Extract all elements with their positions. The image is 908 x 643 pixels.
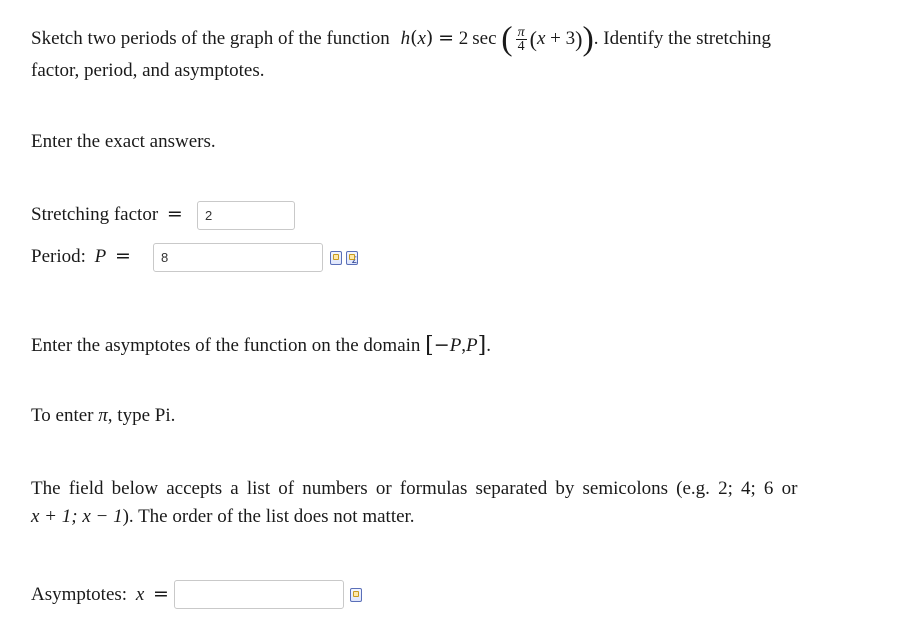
list-hint-line-2 xyxy=(31,506,415,528)
domain-open-bracket: [ xyxy=(425,333,434,358)
preview-icon[interactable] xyxy=(330,251,342,265)
period-label-row xyxy=(31,245,131,268)
fraction-denominator: 4 xyxy=(517,39,525,55)
question-line-1 xyxy=(31,20,772,58)
asymptote-prompt-text: Enter the asymptotes of the function on the domain xyxy=(31,335,421,356)
big-paren-close: ) xyxy=(582,20,594,58)
inner-paren-close: ) xyxy=(575,26,583,52)
exact-instruction: Enter the exact answers. xyxy=(31,131,216,152)
asymptotes-label: Asymptotes: xyxy=(31,584,128,605)
stretching-factor-label: Stretching factor xyxy=(31,204,159,225)
asymptotes-variable: x xyxy=(135,584,145,605)
paren-open: ( xyxy=(410,27,418,49)
pi-hint xyxy=(31,405,175,427)
asymptote-prompt-end: . xyxy=(486,335,491,356)
shift-variable: x xyxy=(536,28,546,49)
fraction-numerator: π xyxy=(517,25,525,41)
list-hint-line-1: The field below accepts a list of numbers or formulas separated by semicolons (e.g. 2; 4; 6 or xyxy=(31,478,798,499)
list-hint-math: x + 1; x − 1 xyxy=(31,506,123,527)
domain-var-2: P xyxy=(466,335,478,356)
asymptote-prompt xyxy=(31,333,491,358)
domain-comma: , xyxy=(461,335,467,356)
pi-hint-post: , type Pi. xyxy=(107,405,176,426)
asymptotes-label-row xyxy=(31,583,169,606)
domain-var-1: P xyxy=(449,335,462,356)
period-label: Period: xyxy=(31,246,86,267)
pi-hint-pre: To enter xyxy=(31,405,94,426)
coefficient: 2 xyxy=(458,28,469,49)
stretching-equals: = xyxy=(166,203,183,225)
asymptotes-equals: = xyxy=(153,583,169,605)
stretching-factor-label-row xyxy=(31,203,183,226)
equals-sign: = xyxy=(438,27,455,49)
pi-symbol: π xyxy=(98,405,108,426)
period-input[interactable]: 8 xyxy=(153,243,323,272)
period-variable: P xyxy=(94,246,107,267)
fraction-pi-over-4 xyxy=(516,26,527,53)
asymptotes-input[interactable] xyxy=(174,580,344,609)
trig-function: sec xyxy=(472,28,497,49)
question-line-2: factor, period, and asymptotes. xyxy=(31,60,265,81)
asymptotes-preview-icon[interactable] xyxy=(350,588,362,602)
function-variable: x xyxy=(417,28,426,49)
function-name: h xyxy=(400,28,411,49)
inner-paren-open: ( xyxy=(529,26,537,52)
paren-close: ) xyxy=(425,27,434,49)
list-hint-rest: ). The order of the list does not matter. xyxy=(122,506,415,527)
stretching-factor-input[interactable]: 2 xyxy=(197,201,295,230)
domain-close-bracket: ] xyxy=(477,333,487,358)
question-after: . Identify the stretching xyxy=(593,28,772,49)
equation-editor-icon[interactable] xyxy=(346,251,358,265)
domain-negative: − xyxy=(433,334,450,356)
shift-rest: + 3 xyxy=(550,28,576,49)
question-intro: Sketch two periods of the graph of the function xyxy=(31,28,390,49)
period-equals: = xyxy=(115,245,131,267)
big-paren-open: ( xyxy=(501,20,513,58)
